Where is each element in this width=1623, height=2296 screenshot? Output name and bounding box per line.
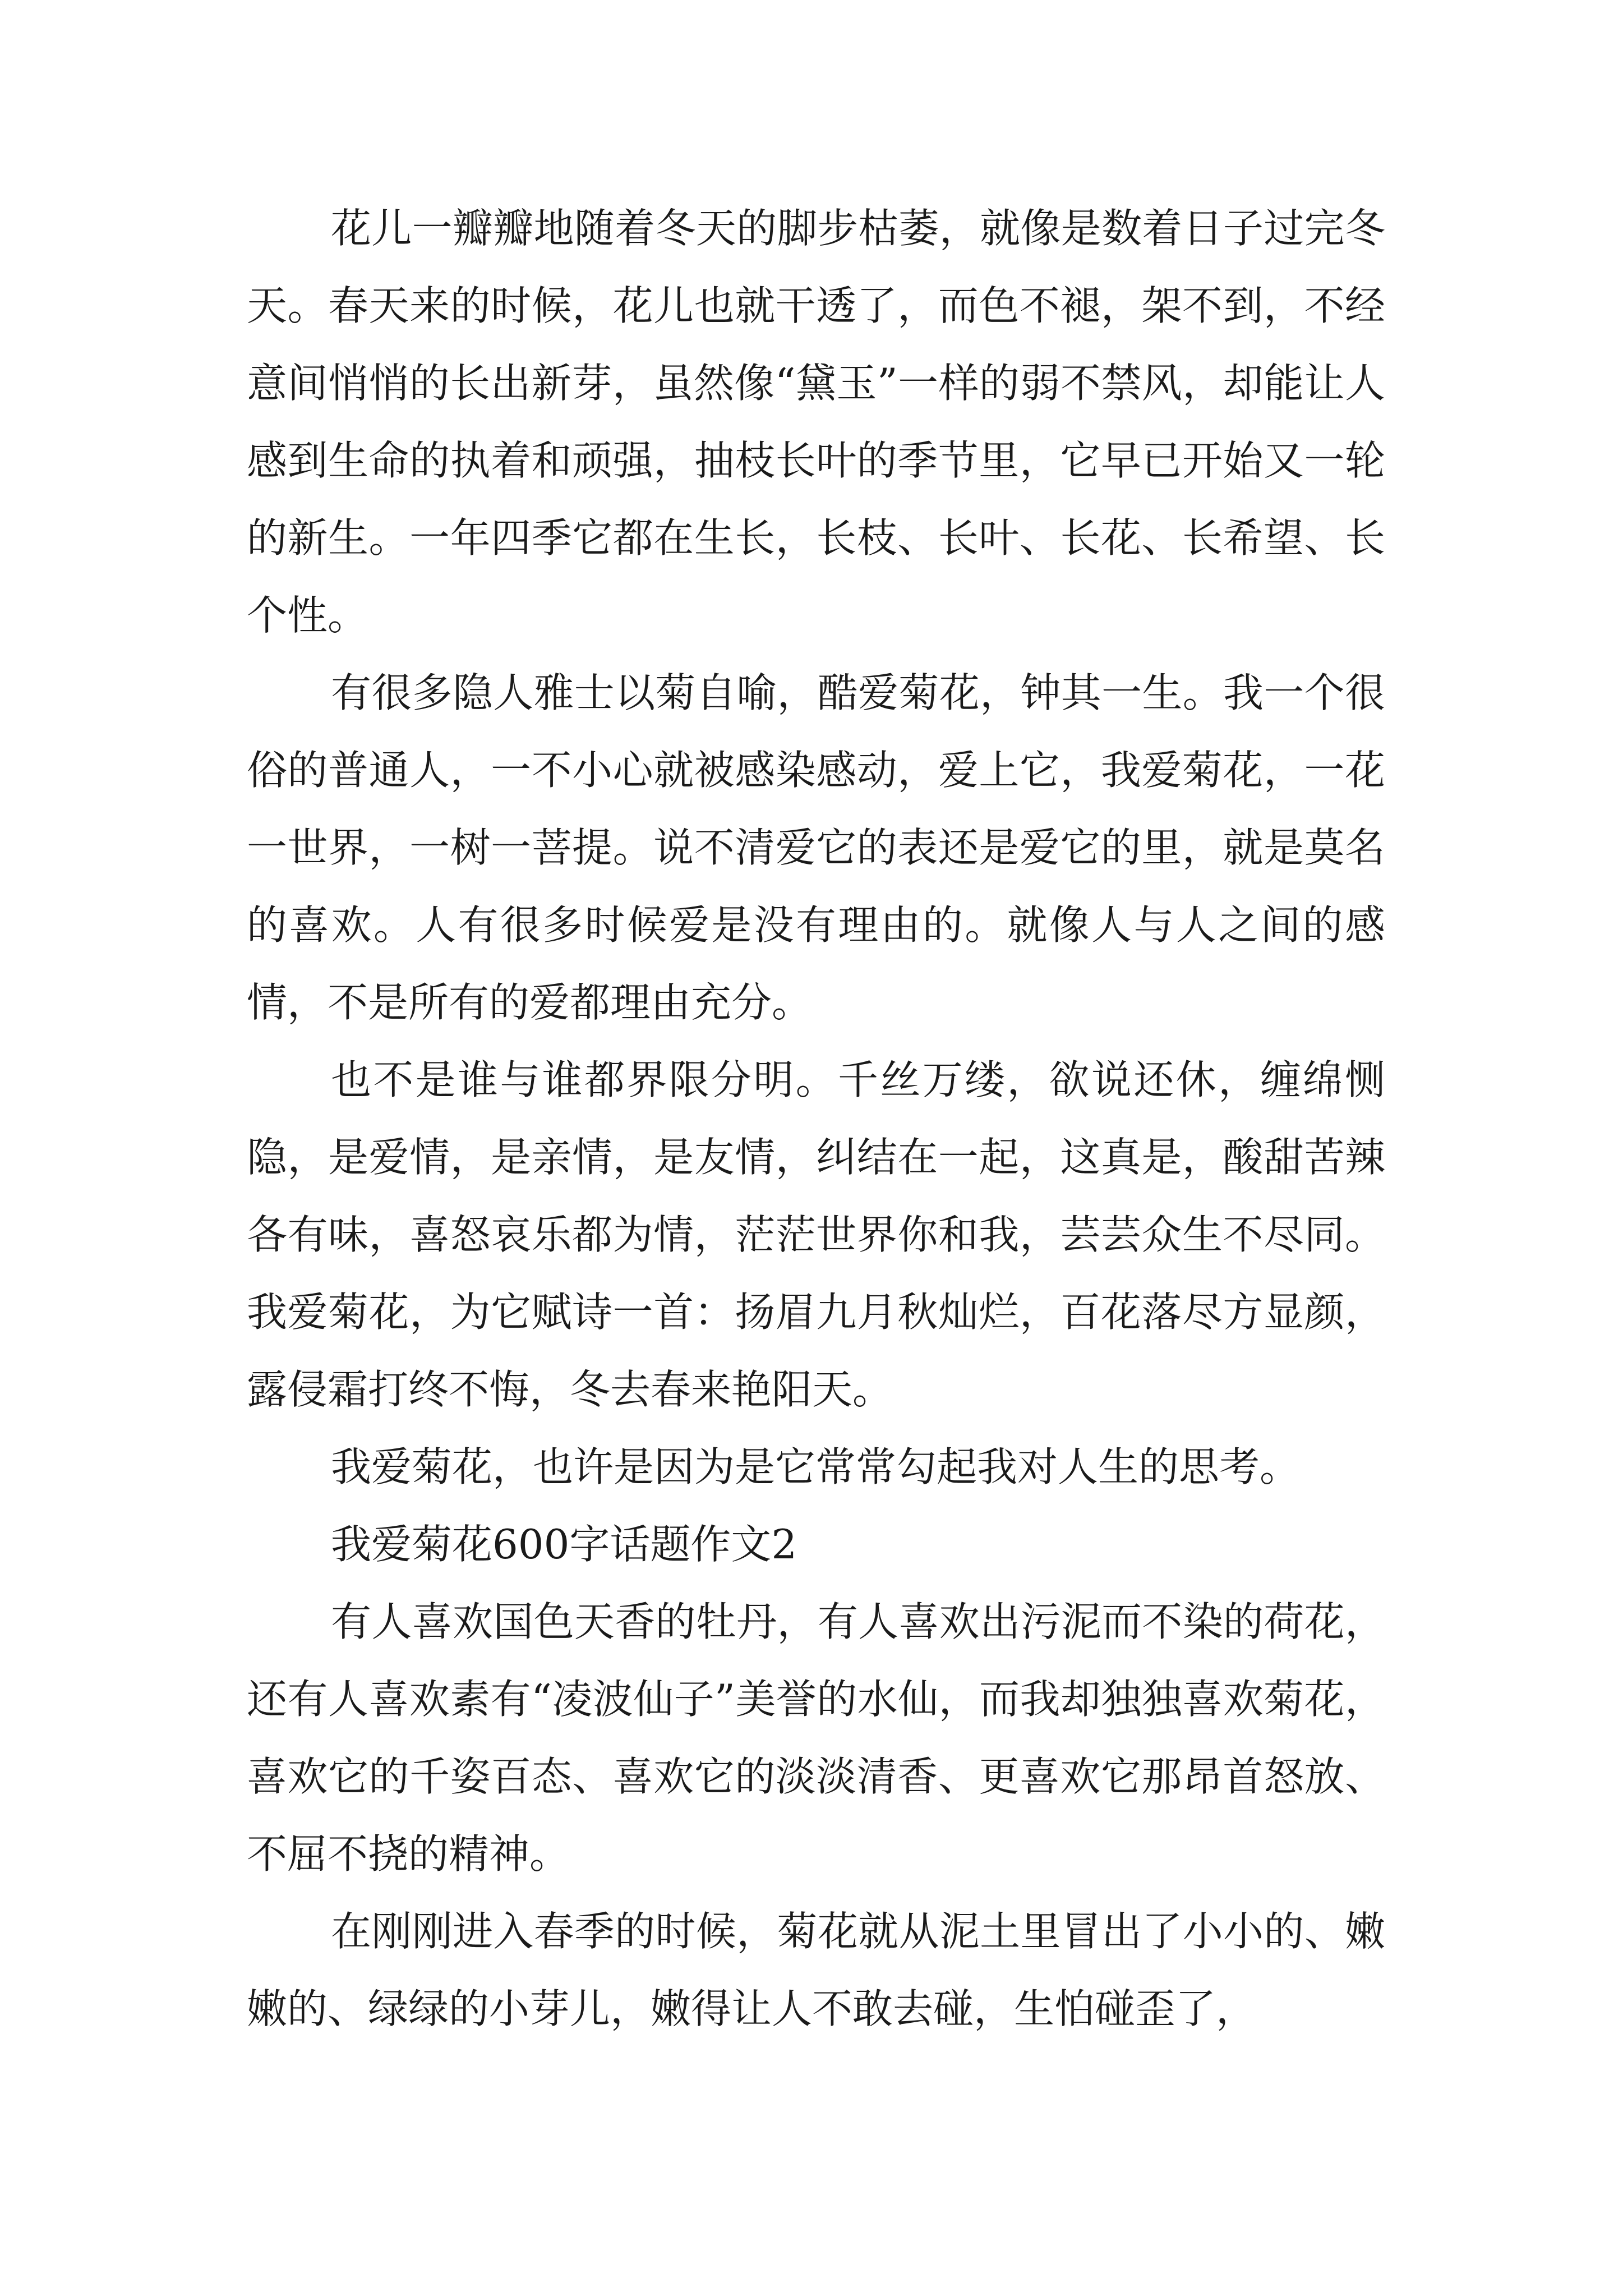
paragraph-1: 花儿一瓣瓣地随着冬天的脚步枯萎，就像是数着日子过完冬天。春天来的时候，花儿也就干透了，而色不褪，架不到，不经意间悄悄的长出新芽，虽然像“黛玉”一样的弱不禁风，却能让人感到生命的执着和顽强，抽枝长叶的季节里，它早已开始又一轮的新生。一年四季它都在生长，长枝、长叶、长花、长希望、长个性。 <box>247 205 1385 639</box>
paragraph-5: 有人喜欢国色天香的牡丹，有人喜欢出污泥而不染的荷花，还有人喜欢素有“凌波仙子”美誉的水仙，而我却独独喜欢菊花，喜欢它的千姿百态、喜欢它的淡淡清香、更喜欢它那昂首怒放、不屈不挠的精神。 <box>247 1598 1385 1878</box>
paragraph-4: 我爱菊花，也许是因为是它常常勾起我对人生的思考。 <box>331 1443 1301 1490</box>
paragraph-3: 也不是谁与谁都界限分明。千丝万缕，欲说还休，缠绵恻隐，是爱情，是亲情，是友情，纠结在一起，这真是，酸甜苦辣各有味，喜怒哀乐都为情，茫茫世界你和我，芸芸众生不尽同。我爱菊花，为它赋诗一首：扬眉九月秋灿烂，百花落尽方显颜，露侵霜打终不悔，冬去春来艳阳天。 <box>247 1056 1385 1413</box>
paragraph-2: 有很多隐人雅士以菊自喻，酷爱菊花，钟其一生。我一个很俗的普通人，一不小心就被感染感动，爱上它，我爱菊花，一花一世界，一树一菩提。说不清爱它的表还是爱它的里，就是莫名的喜欢。人有很多时候爱是没有理由的。就像人与人之间的感情，不是所有的爱都理由充分。 <box>247 669 1385 1026</box>
section-heading: 我爱菊花600字话题作文2 <box>331 1521 797 1568</box>
document-body <box>247 190 1385 2047</box>
paragraph-6: 在刚刚进入春季的时候，菊花就从泥土里冒出了小小的、嫩嫩的、绿绿的小芽儿，嫩得让人不敢去碰，生怕碰歪了， <box>247 1908 1385 2032</box>
